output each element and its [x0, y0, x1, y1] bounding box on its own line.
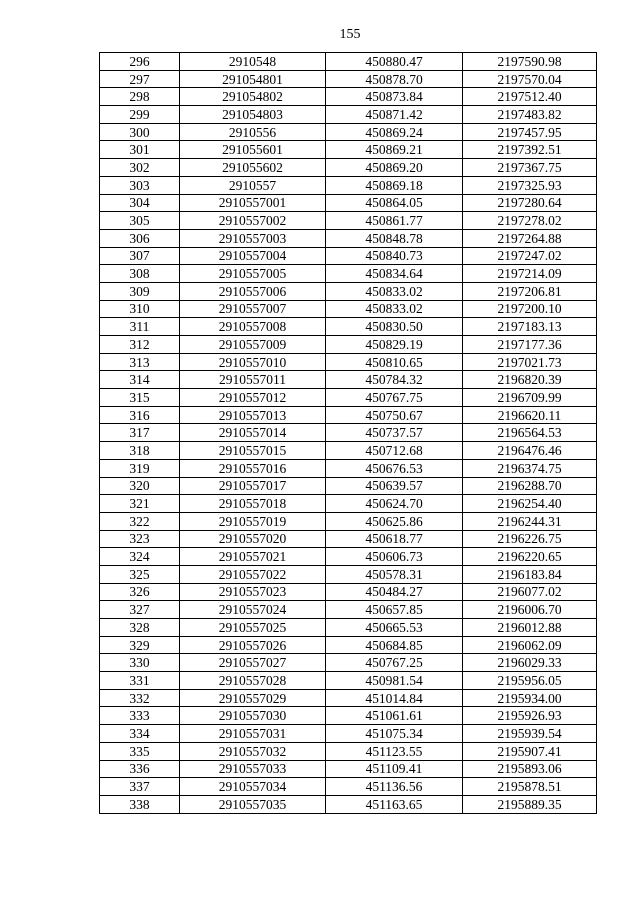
- table-row: [100, 229, 597, 247]
- table-row: [100, 53, 597, 71]
- row-index-cell: 331: [100, 672, 180, 690]
- y-coordinate-cell: 2197392.51: [463, 141, 597, 159]
- table-row: [100, 159, 597, 177]
- table-row: [100, 565, 597, 583]
- x-coordinate-cell: 451163.65: [326, 795, 463, 813]
- x-coordinate-cell: 450829.19: [326, 336, 463, 354]
- y-coordinate-cell: 2197457.95: [463, 123, 597, 141]
- row-index-cell: 330: [100, 654, 180, 672]
- x-coordinate-cell: 450750.67: [326, 406, 463, 424]
- row-index-cell: 303: [100, 176, 180, 194]
- y-coordinate-cell: 2196244.31: [463, 512, 597, 530]
- table-row: [100, 689, 597, 707]
- x-coordinate-cell: 450871.42: [326, 106, 463, 124]
- y-coordinate-cell: 2196288.70: [463, 477, 597, 495]
- row-index-cell: 316: [100, 406, 180, 424]
- point-id-cell: 2910557030: [180, 707, 326, 725]
- point-id-cell: 2910557022: [180, 565, 326, 583]
- table-row: [100, 424, 597, 442]
- row-index-cell: 319: [100, 459, 180, 477]
- row-index-cell: 336: [100, 760, 180, 778]
- table-row: [100, 88, 597, 106]
- row-index-cell: 301: [100, 141, 180, 159]
- row-index-cell: 323: [100, 530, 180, 548]
- x-coordinate-cell: 451014.84: [326, 689, 463, 707]
- x-coordinate-cell: 450618.77: [326, 530, 463, 548]
- point-id-cell: 2910557034: [180, 778, 326, 796]
- x-coordinate-cell: 450869.18: [326, 176, 463, 194]
- row-index-cell: 324: [100, 548, 180, 566]
- x-coordinate-cell: 450639.57: [326, 477, 463, 495]
- table-row: [100, 530, 597, 548]
- x-coordinate-cell: 450833.02: [326, 282, 463, 300]
- table-row: [100, 548, 597, 566]
- y-coordinate-cell: 2196012.88: [463, 619, 597, 637]
- y-coordinate-cell: 2197200.10: [463, 300, 597, 318]
- y-coordinate-cell: 2196220.65: [463, 548, 597, 566]
- x-coordinate-cell: 451075.34: [326, 725, 463, 743]
- row-index-cell: 305: [100, 212, 180, 230]
- x-coordinate-cell: 451109.41: [326, 760, 463, 778]
- table-row: [100, 725, 597, 743]
- point-id-cell: 2910557013: [180, 406, 326, 424]
- y-coordinate-cell: 2196029.33: [463, 654, 597, 672]
- row-index-cell: 327: [100, 601, 180, 619]
- x-coordinate-cell: 450880.47: [326, 53, 463, 71]
- point-id-cell: 2910557025: [180, 619, 326, 637]
- point-id-cell: 2910557014: [180, 424, 326, 442]
- x-coordinate-cell: 450840.73: [326, 247, 463, 265]
- point-id-cell: 2910557008: [180, 318, 326, 336]
- y-coordinate-cell: 2196006.70: [463, 601, 597, 619]
- y-coordinate-cell: 2196476.46: [463, 442, 597, 460]
- point-id-cell: 2910557018: [180, 495, 326, 513]
- point-id-cell: 2910557020: [180, 530, 326, 548]
- x-coordinate-cell: 450869.24: [326, 123, 463, 141]
- x-coordinate-cell: 450665.53: [326, 619, 463, 637]
- y-coordinate-cell: 2196226.75: [463, 530, 597, 548]
- y-coordinate-cell: 2195907.41: [463, 742, 597, 760]
- table-row: [100, 583, 597, 601]
- row-index-cell: 317: [100, 424, 180, 442]
- table-row: [100, 601, 597, 619]
- point-id-cell: 2910557001: [180, 194, 326, 212]
- y-coordinate-cell: 2197590.98: [463, 53, 597, 71]
- y-coordinate-cell: 2197021.73: [463, 353, 597, 371]
- table-row: [100, 742, 597, 760]
- y-coordinate-cell: 2197183.13: [463, 318, 597, 336]
- x-coordinate-cell: 450834.64: [326, 265, 463, 283]
- y-coordinate-cell: 2196709.99: [463, 389, 597, 407]
- row-index-cell: 302: [100, 159, 180, 177]
- table-row: [100, 495, 597, 513]
- table-row: [100, 70, 597, 88]
- table-row: [100, 477, 597, 495]
- x-coordinate-cell: 450878.70: [326, 70, 463, 88]
- point-id-cell: 2910557011: [180, 371, 326, 389]
- y-coordinate-cell: 2196564.53: [463, 424, 597, 442]
- y-coordinate-cell: 2197177.36: [463, 336, 597, 354]
- row-index-cell: 298: [100, 88, 180, 106]
- table-row: [100, 282, 597, 300]
- table-row: [100, 636, 597, 654]
- y-coordinate-cell: 2195934.00: [463, 689, 597, 707]
- row-index-cell: 320: [100, 477, 180, 495]
- x-coordinate-cell: 450861.77: [326, 212, 463, 230]
- row-index-cell: 307: [100, 247, 180, 265]
- row-index-cell: 321: [100, 495, 180, 513]
- x-coordinate-cell: 450830.50: [326, 318, 463, 336]
- y-coordinate-cell: 2197247.02: [463, 247, 597, 265]
- point-id-cell: 2910557: [180, 176, 326, 194]
- x-coordinate-cell: 450624.70: [326, 495, 463, 513]
- x-coordinate-cell: 450684.85: [326, 636, 463, 654]
- x-coordinate-cell: 451123.55: [326, 742, 463, 760]
- point-id-cell: 291054802: [180, 88, 326, 106]
- point-id-cell: 291055602: [180, 159, 326, 177]
- row-index-cell: 306: [100, 229, 180, 247]
- table-row: [100, 778, 597, 796]
- point-id-cell: 2910557035: [180, 795, 326, 813]
- x-coordinate-cell: 450578.31: [326, 565, 463, 583]
- y-coordinate-cell: 2195926.93: [463, 707, 597, 725]
- point-id-cell: 2910557002: [180, 212, 326, 230]
- point-id-cell: 2910557033: [180, 760, 326, 778]
- point-id-cell: 2910556: [180, 123, 326, 141]
- table-row: [100, 442, 597, 460]
- row-index-cell: 332: [100, 689, 180, 707]
- row-index-cell: 328: [100, 619, 180, 637]
- table-row: [100, 353, 597, 371]
- table-row: [100, 672, 597, 690]
- y-coordinate-cell: 2197570.04: [463, 70, 597, 88]
- y-coordinate-cell: 2196374.75: [463, 459, 597, 477]
- x-coordinate-cell: 450484.27: [326, 583, 463, 601]
- y-coordinate-cell: 2196820.39: [463, 371, 597, 389]
- table-body: [100, 53, 597, 814]
- row-index-cell: 310: [100, 300, 180, 318]
- table-row: [100, 336, 597, 354]
- y-coordinate-cell: 2196183.84: [463, 565, 597, 583]
- y-coordinate-cell: 2197367.75: [463, 159, 597, 177]
- point-id-cell: 291055601: [180, 141, 326, 159]
- point-id-cell: 2910557010: [180, 353, 326, 371]
- x-coordinate-cell: 450767.25: [326, 654, 463, 672]
- x-coordinate-cell: 450625.86: [326, 512, 463, 530]
- point-id-cell: 2910557028: [180, 672, 326, 690]
- table-row: [100, 512, 597, 530]
- row-index-cell: 309: [100, 282, 180, 300]
- x-coordinate-cell: 450676.53: [326, 459, 463, 477]
- point-id-cell: 2910557024: [180, 601, 326, 619]
- point-id-cell: 2910557023: [180, 583, 326, 601]
- y-coordinate-cell: 2196077.02: [463, 583, 597, 601]
- row-index-cell: 312: [100, 336, 180, 354]
- x-coordinate-cell: 450767.75: [326, 389, 463, 407]
- row-index-cell: 300: [100, 123, 180, 141]
- table-row: [100, 318, 597, 336]
- y-coordinate-cell: 2196620.11: [463, 406, 597, 424]
- x-coordinate-cell: 450848.78: [326, 229, 463, 247]
- point-id-cell: 2910557029: [180, 689, 326, 707]
- y-coordinate-cell: 2195878.51: [463, 778, 597, 796]
- table-row: [100, 760, 597, 778]
- x-coordinate-cell: 450873.84: [326, 88, 463, 106]
- table-row: [100, 371, 597, 389]
- point-id-cell: 2910548: [180, 53, 326, 71]
- x-coordinate-cell: 450657.85: [326, 601, 463, 619]
- table-row: [100, 300, 597, 318]
- point-id-cell: 2910557003: [180, 229, 326, 247]
- y-coordinate-cell: 2197264.88: [463, 229, 597, 247]
- row-index-cell: 335: [100, 742, 180, 760]
- y-coordinate-cell: 2197483.82: [463, 106, 597, 124]
- x-coordinate-cell: 450869.20: [326, 159, 463, 177]
- point-id-cell: 2910557032: [180, 742, 326, 760]
- point-id-cell: 2910557007: [180, 300, 326, 318]
- table-row: [100, 247, 597, 265]
- row-index-cell: 315: [100, 389, 180, 407]
- x-coordinate-cell: 450784.32: [326, 371, 463, 389]
- x-coordinate-cell: 450864.05: [326, 194, 463, 212]
- row-index-cell: 338: [100, 795, 180, 813]
- x-coordinate-cell: 450833.02: [326, 300, 463, 318]
- row-index-cell: 296: [100, 53, 180, 71]
- coordinates-table: [99, 52, 597, 814]
- y-coordinate-cell: 2197278.02: [463, 212, 597, 230]
- x-coordinate-cell: 450981.54: [326, 672, 463, 690]
- table-row: [100, 194, 597, 212]
- point-id-cell: 2910557005: [180, 265, 326, 283]
- point-id-cell: 2910557009: [180, 336, 326, 354]
- row-index-cell: 325: [100, 565, 180, 583]
- point-id-cell: 2910557016: [180, 459, 326, 477]
- y-coordinate-cell: 2197280.64: [463, 194, 597, 212]
- y-coordinate-cell: 2197325.93: [463, 176, 597, 194]
- y-coordinate-cell: 2197512.40: [463, 88, 597, 106]
- row-index-cell: 297: [100, 70, 180, 88]
- row-index-cell: 329: [100, 636, 180, 654]
- row-index-cell: 337: [100, 778, 180, 796]
- table-row: [100, 459, 597, 477]
- table-row: [100, 707, 597, 725]
- x-coordinate-cell: 450606.73: [326, 548, 463, 566]
- table-row: [100, 106, 597, 124]
- row-index-cell: 318: [100, 442, 180, 460]
- table-row: [100, 123, 597, 141]
- y-coordinate-cell: 2195956.05: [463, 672, 597, 690]
- x-coordinate-cell: 450737.57: [326, 424, 463, 442]
- table-row: [100, 141, 597, 159]
- table-row: [100, 619, 597, 637]
- y-coordinate-cell: 2195939.54: [463, 725, 597, 743]
- y-coordinate-cell: 2196254.40: [463, 495, 597, 513]
- point-id-cell: 2910557019: [180, 512, 326, 530]
- row-index-cell: 334: [100, 725, 180, 743]
- table-row: [100, 265, 597, 283]
- point-id-cell: 2910557021: [180, 548, 326, 566]
- table-row: [100, 389, 597, 407]
- point-id-cell: 2910557004: [180, 247, 326, 265]
- row-index-cell: 326: [100, 583, 180, 601]
- point-id-cell: 2910557031: [180, 725, 326, 743]
- row-index-cell: 333: [100, 707, 180, 725]
- page-number: 155: [339, 27, 361, 42]
- row-index-cell: 322: [100, 512, 180, 530]
- y-coordinate-cell: 2196062.09: [463, 636, 597, 654]
- x-coordinate-cell: 450712.68: [326, 442, 463, 460]
- row-index-cell: 313: [100, 353, 180, 371]
- point-id-cell: 291054801: [180, 70, 326, 88]
- point-id-cell: 2910557012: [180, 389, 326, 407]
- table-row: [100, 176, 597, 194]
- x-coordinate-cell: 450810.65: [326, 353, 463, 371]
- y-coordinate-cell: 2195893.06: [463, 760, 597, 778]
- row-index-cell: 314: [100, 371, 180, 389]
- row-index-cell: 308: [100, 265, 180, 283]
- table-row: [100, 795, 597, 813]
- table-row: [100, 654, 597, 672]
- point-id-cell: 2910557006: [180, 282, 326, 300]
- x-coordinate-cell: 451136.56: [326, 778, 463, 796]
- x-coordinate-cell: 450869.21: [326, 141, 463, 159]
- point-id-cell: 2910557017: [180, 477, 326, 495]
- point-id-cell: 2910557027: [180, 654, 326, 672]
- point-id-cell: 291054803: [180, 106, 326, 124]
- point-id-cell: 2910557015: [180, 442, 326, 460]
- y-coordinate-cell: 2195889.35: [463, 795, 597, 813]
- row-index-cell: 311: [100, 318, 180, 336]
- point-id-cell: 2910557026: [180, 636, 326, 654]
- row-index-cell: 304: [100, 194, 180, 212]
- row-index-cell: 299: [100, 106, 180, 124]
- x-coordinate-cell: 451061.61: [326, 707, 463, 725]
- table-row: [100, 212, 597, 230]
- y-coordinate-cell: 2197214.09: [463, 265, 597, 283]
- y-coordinate-cell: 2197206.81: [463, 282, 597, 300]
- table-row: [100, 406, 597, 424]
